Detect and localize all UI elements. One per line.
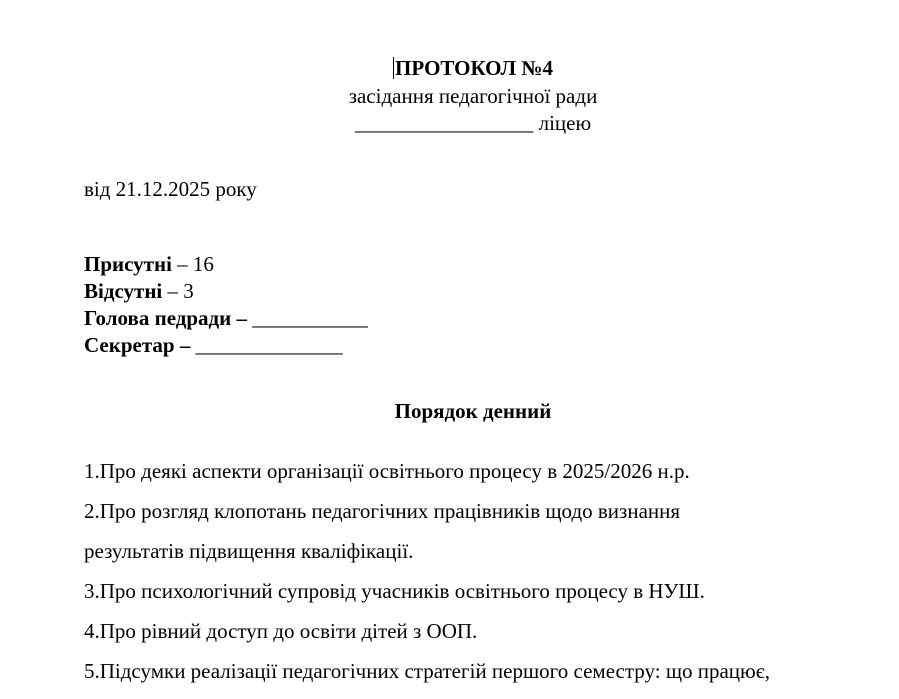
document-date: від 21.12.2025 року: [84, 177, 257, 201]
absent-value: – 3: [162, 279, 194, 303]
agenda-title: Порядок денний: [394, 399, 552, 423]
document-subtitle: засідання педагогічної ради: [348, 84, 598, 108]
secretary-label: Секретар –: [84, 333, 191, 357]
text-cursor: [393, 57, 394, 79]
agenda-item: 1.Про деякі аспекти організації освітнього процесу в 2025/2026 н.р.: [84, 459, 690, 483]
head-label: Голова педради –: [84, 306, 248, 330]
agenda-item: 2.Про розгляд клопотань педагогічних працівників щодо визнання: [84, 499, 681, 523]
school-line: _________________ ліцею: [354, 111, 592, 135]
absent-label: Відсутні: [84, 279, 163, 303]
attendance-secretary: [84, 332, 343, 358]
document-title: ПРОТОКОЛ №4: [395, 56, 553, 80]
agenda-item: 4.Про рівний доступ до освіти дітей з ООП.: [84, 619, 478, 643]
attendance-present: [84, 251, 214, 277]
attendance-absent: [84, 278, 194, 304]
attendance-head: [84, 305, 368, 331]
agenda-item-continuation: результатів підвищення кваліфікації.: [84, 539, 414, 563]
present-label: Присутні: [84, 252, 172, 276]
head-value: ___________: [247, 306, 368, 330]
agenda-item: 3.Про психологічний супровід учасників освітнього процесу в НУШ.: [84, 579, 705, 603]
agenda-item: 5.Підсумки реалізації педагогічних стратегій першого семестру: що працює,: [84, 659, 770, 683]
present-value: – 16: [171, 252, 214, 276]
document-title-line: [0, 55, 899, 81]
secretary-value: ______________: [190, 333, 343, 357]
